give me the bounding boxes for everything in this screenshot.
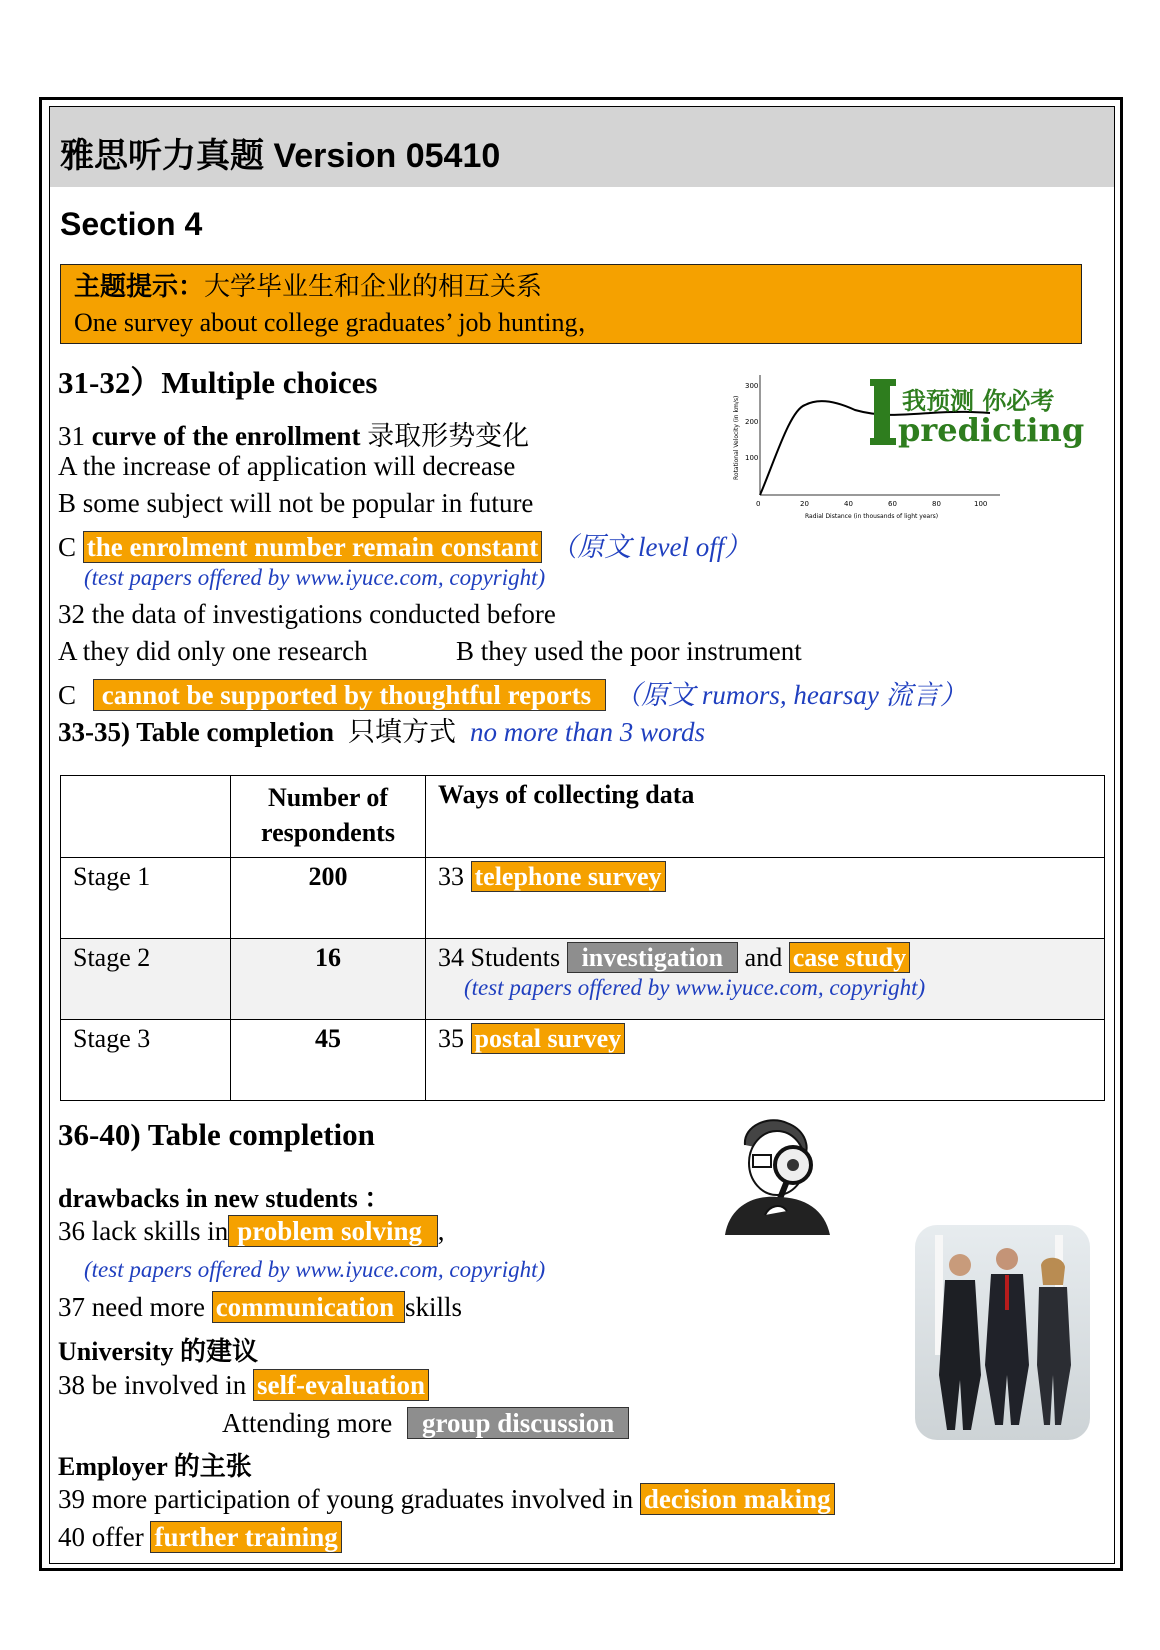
table-heading-text: 33-35) Table completion (58, 717, 335, 747)
table-cell-method (426, 858, 1105, 939)
table-cell-number: 45 (231, 1020, 426, 1101)
shoulders-shape (725, 1197, 830, 1235)
table-word-limit: no more than 3 words (470, 717, 706, 747)
q39-prefix: 39 more participation of young graduates involved in (58, 1484, 640, 1514)
university-heading: University 的建议 (58, 1337, 259, 1366)
q33-number: 33 (438, 862, 471, 891)
q36-suffix: , (437, 1216, 445, 1246)
q32-option-b: B they used the poor instrument (456, 636, 802, 666)
q39-line (58, 1484, 835, 1515)
table-cell-number: 200 (231, 858, 426, 939)
graph-y-tick: 100 (745, 454, 759, 462)
graph-x-tick: 80 (932, 500, 941, 508)
table-heading-cn: 只填方式 (348, 717, 457, 747)
table-cell-number: 16 (231, 939, 426, 1020)
q31-stem-bold: curve of the enrollment (91, 421, 361, 451)
logo-i-top (870, 379, 896, 386)
eye-shape (787, 1159, 799, 1171)
q32-stem: 32 the data of investigations conducted before (58, 599, 556, 629)
topic-text-cn: 大学毕业生和企业的相互关系 (204, 272, 543, 301)
q34-answer-gray: investigation (567, 942, 739, 973)
graph-y-tick: 300 (745, 382, 759, 390)
topic-line-en: One survey about college graduates’ job hunting， (74, 308, 604, 337)
q37-suffix: skills (404, 1292, 462, 1322)
detective-illustration (715, 1115, 845, 1240)
topic-line-cn (74, 266, 542, 303)
table-header-cell: Number of respondents (231, 776, 426, 858)
q32-option-c (58, 673, 967, 712)
q35-number: 35 (438, 1024, 471, 1053)
q32-note: （原文 rumors, hearsay 流言） (614, 680, 967, 710)
q37-prefix: 37 need more (58, 1292, 212, 1322)
completion-heading: 36-40) Table completion (58, 1117, 375, 1152)
q32-answer: cannot be supported by thoughtful reports (93, 679, 606, 711)
q36-prefix: 36 lack skills in (58, 1216, 229, 1246)
copyright-note: (test papers offered by www.iyuce.com, copyright) (464, 975, 926, 1000)
graph-x-tick: 20 (800, 500, 809, 508)
table-cell-stage: Stage 3 (61, 1020, 231, 1101)
q37-answer: communication (212, 1291, 405, 1323)
q34-joiner: and (738, 943, 789, 972)
table-header-cell (61, 776, 231, 858)
q40-line (58, 1522, 342, 1553)
employer-heading: Employer 的主张 (58, 1452, 252, 1481)
table-cell-method (426, 1020, 1105, 1101)
logo-word: predicting (898, 411, 1085, 449)
business-people-photo (915, 1225, 1090, 1440)
table-header-row (61, 776, 1105, 858)
q38-prefix: 38 be involved in (58, 1370, 253, 1400)
q31-option-a: A the increase of application will decrease (58, 451, 516, 481)
graph-x-tick: 100 (974, 500, 988, 508)
q36-answer: problem solving (228, 1215, 438, 1247)
logo-i-bar (874, 381, 890, 443)
document-title: 雅思听力真题 Version 05410 (60, 137, 501, 175)
q39-answer: decision making (640, 1483, 835, 1515)
logo-tagline: 我预测 你必考 (902, 387, 1055, 415)
person-tie (1005, 1275, 1009, 1310)
q38-answer: self-evaluation (253, 1369, 429, 1401)
q34-answer: case study (789, 942, 910, 973)
data-table (60, 775, 1105, 1101)
person-head (949, 1254, 971, 1276)
person-hair (1041, 1258, 1065, 1285)
graph-x-tick: 40 (844, 500, 853, 508)
graph-x-tick: 0 (756, 500, 761, 508)
section-title: Section 4 (60, 206, 203, 242)
table-cell-stage: Stage 1 (61, 858, 231, 939)
graph-x-tick: 60 (888, 500, 897, 508)
q32-option-a: A they did only one research (58, 636, 368, 666)
table-row (61, 939, 1105, 1020)
table-header-cell: Ways of collecting data (426, 776, 1105, 858)
mc-heading: 31-32）Multiple choices (58, 365, 378, 400)
predicting-logo (870, 375, 1100, 455)
attending-answer: group discussion (407, 1407, 629, 1439)
table-row (61, 1020, 1105, 1101)
topic-label: 主题提示： (74, 272, 205, 301)
q31-number: 31 (58, 421, 92, 451)
table-row (61, 858, 1105, 939)
q31-option-c (58, 525, 751, 564)
table-heading (58, 710, 705, 749)
graph-x-label: Radial Distance (in thousands of light years) (805, 513, 939, 520)
q33-answer: telephone survey (471, 861, 666, 892)
table-cell-stage: Stage 2 (61, 939, 231, 1020)
q38-line (58, 1370, 429, 1401)
q32-c-prefix: C (58, 680, 83, 710)
q31-option-b: B some subject will not be popular in future (58, 488, 534, 518)
drawbacks-heading: drawbacks in new students ： (58, 1184, 391, 1213)
q31-stem-cn: 录取形势变化 (360, 421, 530, 451)
copyright-note: (test papers offered by www.iyuce.com, copyright) (84, 1257, 546, 1282)
q31-c-prefix: C (58, 532, 83, 562)
attending-prefix: Attending more (222, 1408, 399, 1438)
copyright-note: (test papers offered by www.iyuce.com, copyright) (84, 565, 546, 590)
q35-answer: postal survey (471, 1023, 626, 1054)
q31-note: （原文 level off） (550, 532, 752, 562)
table-cell-method (426, 939, 1105, 1020)
graph-y-label: Rotational Velocity (in km/s) (733, 395, 740, 480)
q31-stem (58, 414, 529, 453)
person-head (996, 1248, 1018, 1270)
q36-line (58, 1216, 445, 1247)
logo-i-foot (870, 438, 896, 445)
q40-prefix: 40 offer (58, 1522, 151, 1552)
q40-answer: further training (150, 1521, 341, 1553)
graph-y-tick: 200 (745, 418, 759, 426)
q31-answer: the enrolment number remain constant (83, 531, 543, 563)
attending-line (222, 1408, 629, 1439)
q34-number: 34 Students (438, 943, 567, 972)
q37-line (58, 1292, 462, 1323)
